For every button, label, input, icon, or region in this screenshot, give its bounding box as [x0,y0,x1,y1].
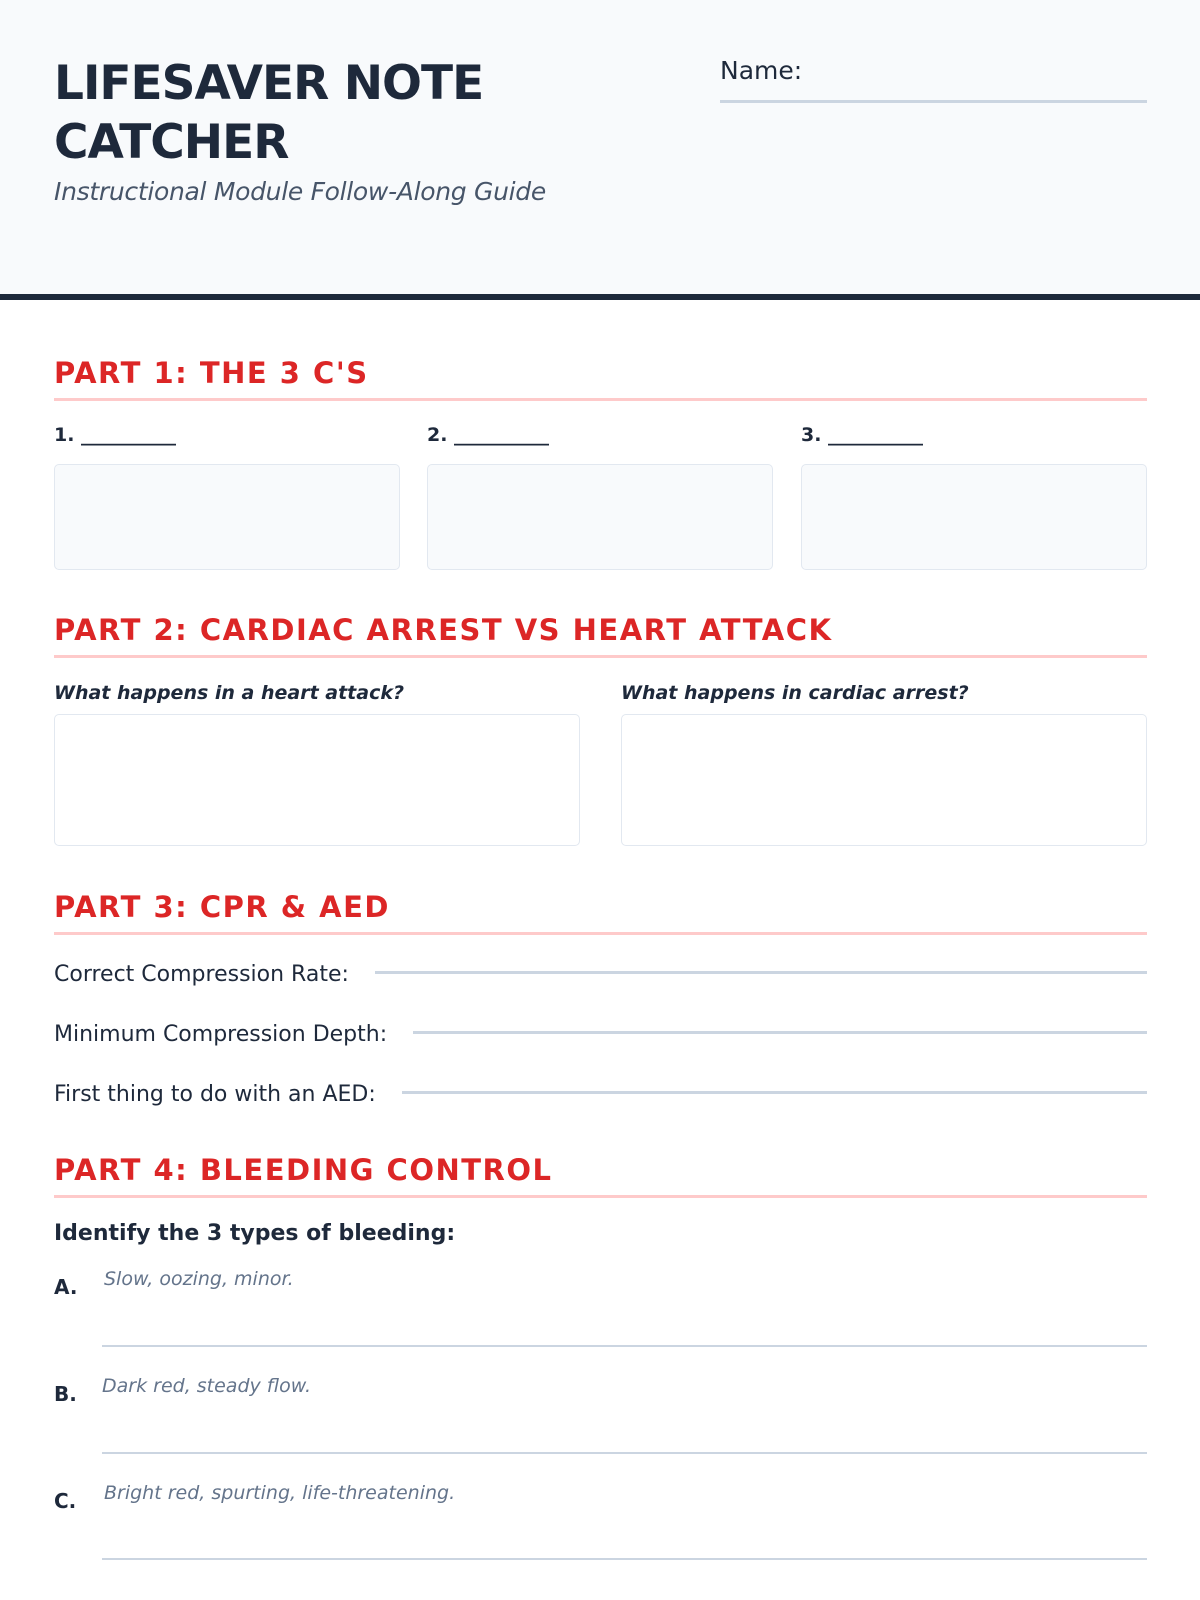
aed-first-step-answer-line[interactable] [402,1091,1147,1094]
c-answer-box-2[interactable] [427,464,773,570]
part1-title: PART 1: THE 3 C'S [54,356,1147,401]
compression-depth-label: Minimum Compression Depth: [54,1021,388,1047]
compression-depth-answer-line[interactable] [413,1031,1147,1034]
c-answer-box-1[interactable] [54,464,400,570]
page-subtitle: Instructional Module Follow-Along Guide [54,177,546,206]
bleeding-letter-c: C. [54,1489,77,1513]
heart-attack-question: What happens in a heart attack? [54,682,405,704]
bleeding-answer-line-b[interactable] [102,1452,1147,1454]
header [0,0,1200,300]
aed-first-step-row [54,1077,1147,1111]
name-field[interactable] [720,56,1147,103]
bleeding-letter-b: B. [54,1382,77,1406]
compression-rate-label: Correct Compression Rate: [54,961,349,987]
part2-title: PART 2: CARDIAC ARREST VS HEART ATTACK [54,613,1147,658]
bleeding-hint-a: Slow, oozing, minor. [104,1268,294,1290]
bleeding-answer-line-c[interactable] [102,1558,1147,1560]
aed-first-step-label: First thing to do with an AED: [54,1081,376,1107]
page-title: LIFESAVER NOTE CATCHER [54,56,484,170]
c-label-2: 2. __________ [427,424,550,446]
heart-attack-answer-box[interactable] [54,714,580,846]
compression-rate-answer-line[interactable] [375,971,1147,974]
part3-title: PART 3: CPR & AED [54,890,1147,935]
cardiac-arrest-answer-box[interactable] [621,714,1147,846]
bleeding-hint-b: Dark red, steady flow. [102,1375,312,1397]
compression-rate-row [54,957,1147,991]
bleeding-answer-line-a[interactable] [102,1345,1147,1347]
part4-title: PART 4: BLEEDING CONTROL [54,1153,1147,1198]
c-label-1: 1. __________ [54,424,177,446]
bleeding-letter-a: A. [54,1275,78,1299]
compression-depth-row [54,1017,1147,1051]
bleeding-hint-c: Bright red, spurting, life-threatening. [104,1482,456,1504]
name-label: Name: [720,56,803,85]
bleeding-types-prompt: Identify the 3 types of bleeding: [54,1221,456,1246]
c-answer-box-3[interactable] [801,464,1147,570]
cardiac-arrest-question: What happens in cardiac arrest? [621,682,969,704]
c-label-3: 3. __________ [801,424,924,446]
